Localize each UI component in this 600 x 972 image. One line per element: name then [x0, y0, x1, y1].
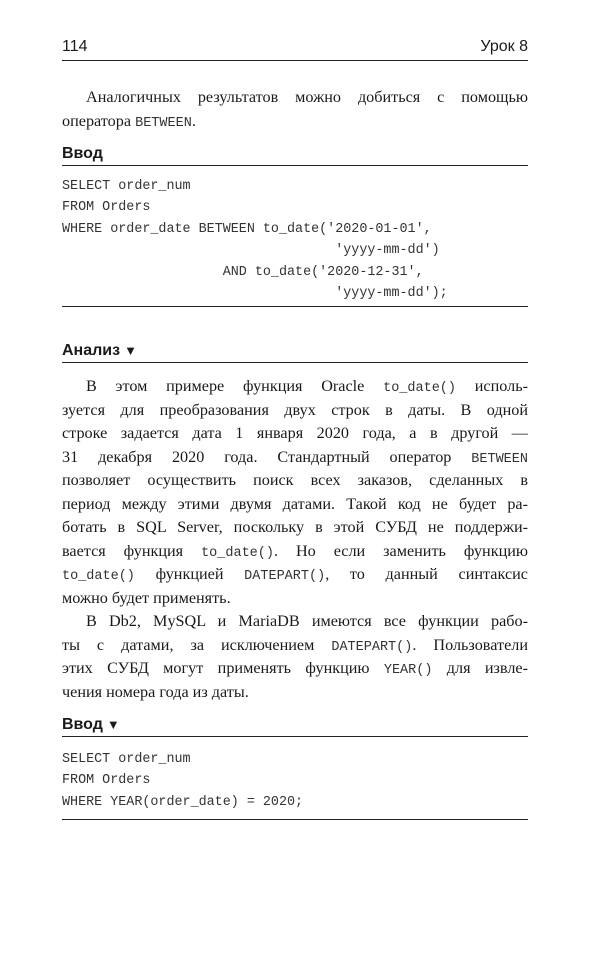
- inline-code: to_date(): [201, 545, 274, 561]
- code-line: 'yyyy-mm-dd');: [62, 285, 448, 301]
- text-run: для извле-: [432, 659, 528, 677]
- code-line: FROM Orders: [62, 200, 151, 216]
- triangle-down-icon: ▼: [106, 717, 120, 732]
- text-run: . Пользователи: [412, 635, 528, 654]
- text-run: ты с датами, за исключением: [62, 635, 332, 654]
- inline-code: DATEPART(): [331, 639, 413, 655]
- text-run: этих СУБД могут применять функцию: [62, 659, 384, 677]
- triangle-down-icon: ▼: [124, 343, 137, 358]
- text-line: зуется для преобразования двух строк в даты. В одной: [62, 400, 528, 419]
- intro-code-between: BETWEEN: [135, 115, 192, 131]
- text-line: период между этими двумя датами. Такой код не будет ра-: [62, 494, 528, 513]
- text-line: позволяет осуществить поиск всех заказов, сделанных в: [62, 471, 528, 489]
- input-heading-1: [62, 145, 528, 166]
- text-run: , то данный синтаксис: [325, 565, 528, 583]
- code-line: AND to_date('2020-12-31',: [62, 264, 424, 280]
- intro-paragraph: [62, 86, 528, 133]
- text-run: исполь-: [456, 377, 528, 395]
- code-line: WHERE YEAR(order_date) = 2020;: [62, 794, 304, 810]
- text-run: В этом примере функция Oracle: [86, 377, 384, 395]
- text-line: можно будет применять.: [62, 588, 231, 607]
- analysis-heading-label: Анализ: [62, 342, 121, 359]
- code-line: WHERE order_date BETWEEN to_date('2020-01-01',: [62, 221, 432, 237]
- input-heading-2: [62, 716, 528, 737]
- inline-code: to_date(): [62, 569, 135, 584]
- analysis-paragraph-2: [62, 610, 528, 704]
- code-line: 'yyyy-mm-dd'): [62, 243, 440, 259]
- analysis-paragraph-1: [62, 375, 528, 610]
- page-header: [62, 36, 528, 61]
- code-block-1: [62, 176, 528, 307]
- code-line: SELECT order_num: [62, 179, 191, 194]
- intro-line-1: Аналогичных результатов можно добиться с помощью: [86, 88, 528, 106]
- text-run: функцией: [134, 565, 245, 583]
- text-line: чения номера года из даты.: [62, 682, 249, 701]
- text-line: ботать в SQL Server, поскольку в этой СУБД не поддержи-: [62, 518, 528, 536]
- page-number: 114: [62, 38, 88, 55]
- text-run: В Db2, MySQL и MariaDB имеются все функции рабо-: [86, 612, 528, 630]
- input-heading-1-label: Ввод: [62, 145, 103, 162]
- intro-line-2-text: оператора: [62, 111, 136, 130]
- text-line: строке задается дата 1 января 2020 года, а в другой —: [62, 424, 528, 442]
- analysis-heading: [62, 342, 528, 363]
- inline-code: to_date(): [383, 381, 457, 396]
- code-line: SELECT order_num: [62, 752, 191, 767]
- chapter-title: Урок 8: [480, 38, 528, 55]
- inline-code: BETWEEN: [471, 451, 528, 467]
- code-line: FROM Orders: [62, 773, 151, 789]
- intro-period: .: [191, 111, 196, 130]
- text-run: . Но если заменить функцию: [273, 541, 528, 560]
- code-block-2: [62, 749, 528, 820]
- text-run: вается функция: [62, 541, 202, 560]
- inline-code: YEAR(): [383, 663, 433, 678]
- inline-code: DATEPART(): [244, 569, 326, 584]
- text-run: 31 декабря 2020 года. Стандартный оператор: [62, 447, 472, 466]
- input-heading-2-label: Ввод: [62, 716, 103, 733]
